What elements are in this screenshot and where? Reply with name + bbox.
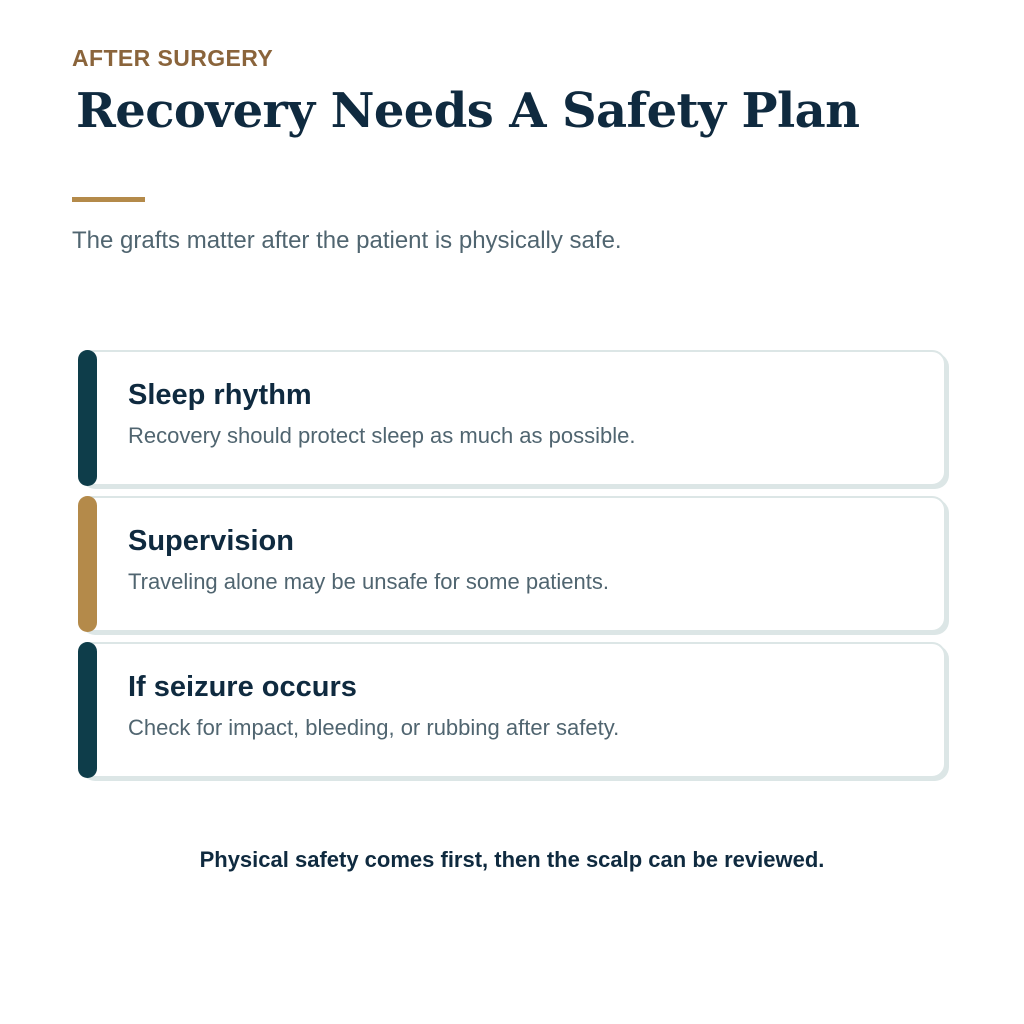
footer-note: Physical safety comes first, then the scalp can be reviewed. bbox=[199, 847, 825, 872]
card-title: If seizure occurs bbox=[128, 671, 357, 703]
page-title: Recovery Needs A Safety Plan bbox=[76, 83, 860, 139]
card-sleep-rhythm bbox=[78, 350, 946, 486]
card-accent-bar bbox=[78, 350, 97, 486]
card-supervision bbox=[78, 496, 946, 632]
card-if-seizure-occurs bbox=[78, 642, 946, 778]
card-title: Supervision bbox=[128, 525, 294, 557]
card-accent-bar bbox=[78, 496, 97, 632]
card-text: Traveling alone may be unsafe for some patients. bbox=[128, 569, 610, 594]
card-accent-bar bbox=[78, 642, 97, 778]
accent-divider bbox=[72, 197, 145, 202]
page-subtitle: The grafts matter after the patient is physically safe. bbox=[72, 227, 622, 254]
card-title: Sleep rhythm bbox=[128, 379, 312, 411]
eyebrow-label: AFTER SURGERY bbox=[72, 45, 274, 71]
card-text: Check for impact, bleeding, or rubbing after safety. bbox=[128, 715, 620, 740]
card-text: Recovery should protect sleep as much as possible. bbox=[128, 423, 636, 448]
